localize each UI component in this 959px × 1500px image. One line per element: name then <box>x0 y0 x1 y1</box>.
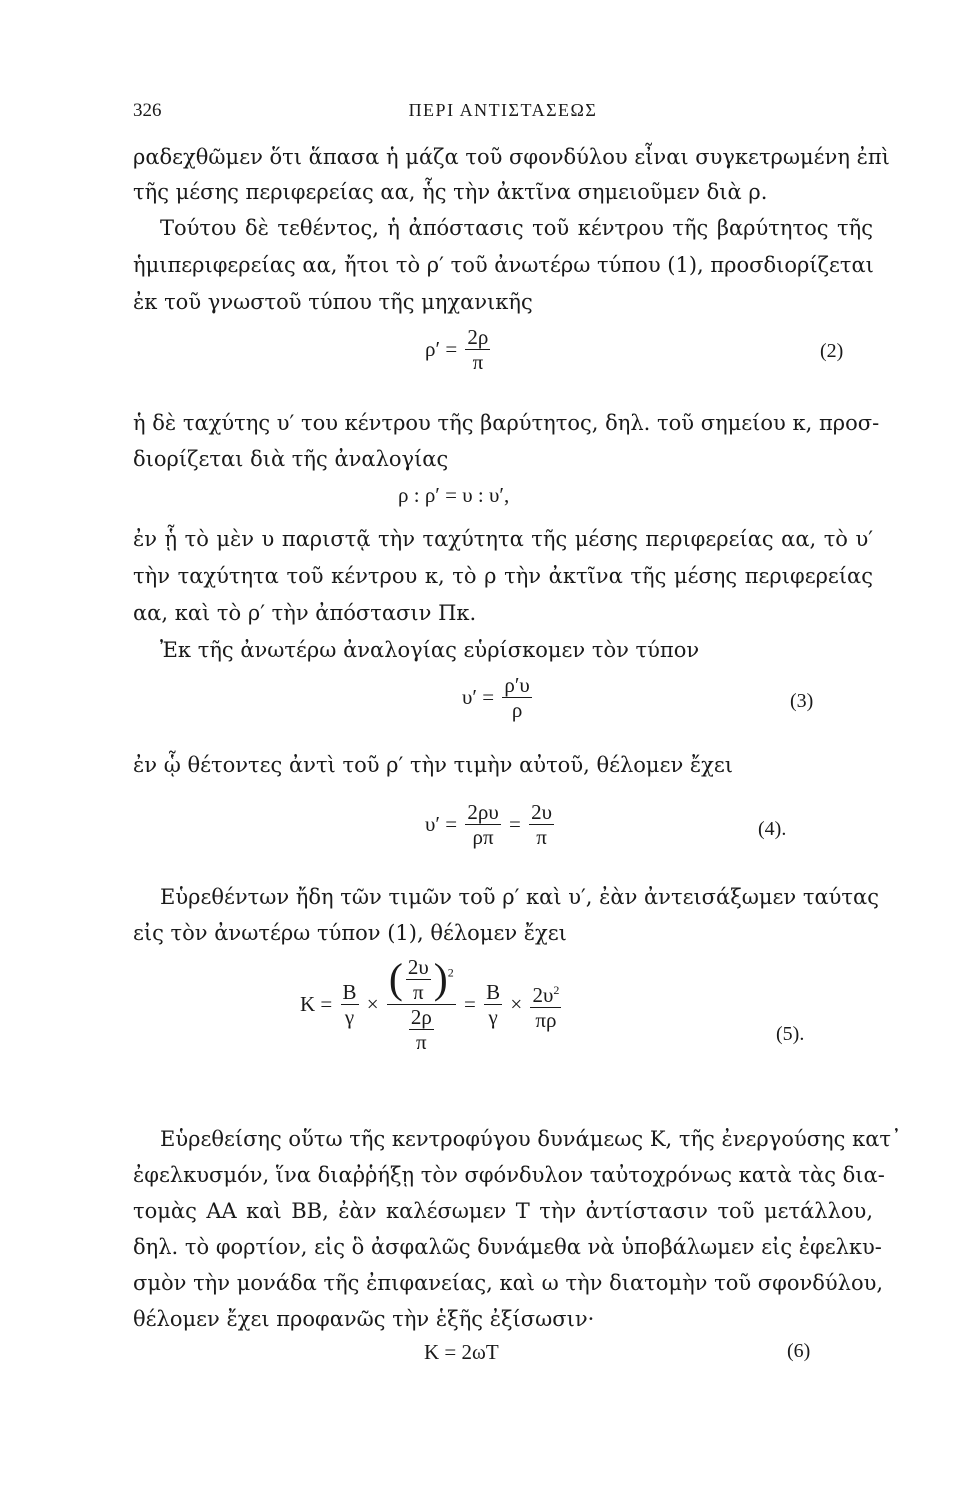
page-number: 326 <box>133 100 162 121</box>
text-line: τὴν ταχύτητα τοῦ κέντρου κ, τὸ ρ τὴν ἀκτῖνα τῆς μέσης περιφερείας <box>133 564 873 588</box>
fraction: $\frac{2\rho}{\pi}$ <box>467 325 489 374</box>
page-header <box>133 100 873 128</box>
text-line: θέλομεν ἔχει προφανῶς τὴν ἑξῆς ἐξίσωσιν· <box>133 1307 595 1331</box>
text-line: διορίζεται διὰ τῆς ἀναλογίας <box>133 447 449 471</box>
equation-number: (6) <box>787 1340 811 1362</box>
text-line: Ἐκ τῆς ἀνωτέρω ἀναλογίας εὑρίσκομεν τὸν τύπον <box>160 638 700 662</box>
text-line: εἰς τὸν ἀνωτέρω τύπον (1), θέλομεν ἔχει <box>133 921 567 945</box>
equation-4: υ′ = $\frac{2\rho\upsilon}{\rho\pi}$ = $\frac{2\upsilon}{\pi}$ <box>425 800 552 849</box>
fraction: $\frac{2\rho\upsilon}{\rho\pi}$ <box>467 800 499 849</box>
compound-fraction: ( $\frac{2\upsilon}{\pi}$ )$^2$ $\frac{2\rho}{\pi}$ <box>388 955 454 1054</box>
equation-number: (5). <box>776 1023 805 1045</box>
fraction: $\frac{2\upsilon}{\pi}$ <box>531 800 552 849</box>
text-line: τῆς μέσης περιφερείας αα, ἧς τὴν ἀκτῖνα σημειοῦμεν διὰ ρ. <box>133 180 768 204</box>
fraction: $\frac{2\upsilon}{\pi}$ <box>407 955 429 1004</box>
equation-2: ρ′ = $\frac{2\rho}{\pi}$ <box>425 325 489 374</box>
text-line: σμὸν τὴν μονάδα τῆς ἐπιφανείας, καὶ ω τὴν διατομὴν τοῦ σφονδύλου, <box>133 1271 884 1295</box>
equation-number: (4). <box>758 818 787 840</box>
text-line: αα, καὶ τὸ ρ′ τὴν ἀπόστασιν Πκ. <box>133 601 477 625</box>
text-line: ἐν ᾧ θέτοντες ἀντὶ τοῦ ρ′ τὴν τιμὴν αὐτοῦ, θέλομεν ἔχει <box>133 753 733 777</box>
fraction: $\frac{B}{\gamma}$ <box>486 980 501 1029</box>
text-line: ἐφελκυσμόν, ἵνα διαῤῥήξῃ τὸν σφόνδυλον ταὐτοχρόνως κατὰ τὰς δια- <box>133 1163 885 1187</box>
fraction: $\frac{\rho'\upsilon}{\rho}$ <box>504 673 530 722</box>
text-line: ἐν ᾗ τὸ μὲν υ παριστᾷ τὴν ταχύτητα τῆς μέσης περιφερείας αα, τὸ υ′ <box>133 527 873 551</box>
text-line: δηλ. τὸ φορτίον, εἰς ὃ ἀσφαλῶς δυνάμεθα νὰ ὑποβάλωμεν εἰς ἐφελκυ- <box>133 1235 882 1259</box>
text-line: τομὰς AA καὶ BB, ἐὰν καλέσωμεν T τὴν ἀντίστασιν τοῦ μετάλλου, <box>133 1199 873 1223</box>
text-line: Τούτου δὲ τεθέντος, ἡ ἀπόστασις τοῦ κέντρου τῆς βαρύτητος τῆς <box>160 216 873 240</box>
text-line: Εὑρεθείσης οὕτω τῆς κεντροφύγου δυνάμεως K, τῆς ἐνεργούσης κατ᾽ <box>160 1127 902 1151</box>
equation-5: K = $\frac{B}{\gamma}$ × ( $\frac{2\upsilon}{\pi}$ )$^2$ $\frac{2\rho}{\pi}$ = $\frac{B}{\gamma}$ × $\frac{2\upsilon^2}{\pi\rho}$ <box>300 955 560 1054</box>
text-line: ἡμιπεριφερείας αα, ἤτοι τὸ ρ′ τοῦ ἀνωτέρω τύπου (1), προσδιορίζεται <box>133 253 874 277</box>
equation-number: (2) <box>820 340 844 362</box>
fraction: $\frac{B}{\gamma}$ <box>342 980 357 1029</box>
text-line: ραδεχθῶμεν ὅτι ἅπασα ἡ μάζα τοῦ σφονδύλου εἶναι συγκετρωμένη ἐπὶ <box>133 145 890 169</box>
running-title: ΠΕΡΙ ΑΝΤΙΣΤΑΣΕΩΣ <box>408 100 598 120</box>
text-line: ἐκ τοῦ γνωστοῦ τύπου τῆς μηχανικῆς <box>133 290 533 314</box>
text-line: ἡ δὲ ταχύτης υ′ του κέντρου τῆς βαρύτητος, δηλ. τοῦ σημείου κ, προσ- <box>133 411 880 435</box>
equation-3: υ′ = $\frac{\rho'\upsilon}{\rho}$ <box>462 673 530 722</box>
fraction: $\frac{2\upsilon^2}{\pi\rho}$ <box>530 978 561 1032</box>
fraction: $\frac{2\rho}{\pi}$ <box>410 1005 432 1054</box>
equation-6: K = 2ωT <box>424 1340 499 1364</box>
proportion-equation: ρ : ρ′ = υ : υ′, <box>398 483 510 507</box>
equation-number: (3) <box>790 690 814 712</box>
text-line: Εὑρεθέντων ἤδη τῶν τιμῶν τοῦ ρ′ καὶ υ′, ἐὰν ἀντεισάξωμεν ταύτας <box>160 885 879 909</box>
